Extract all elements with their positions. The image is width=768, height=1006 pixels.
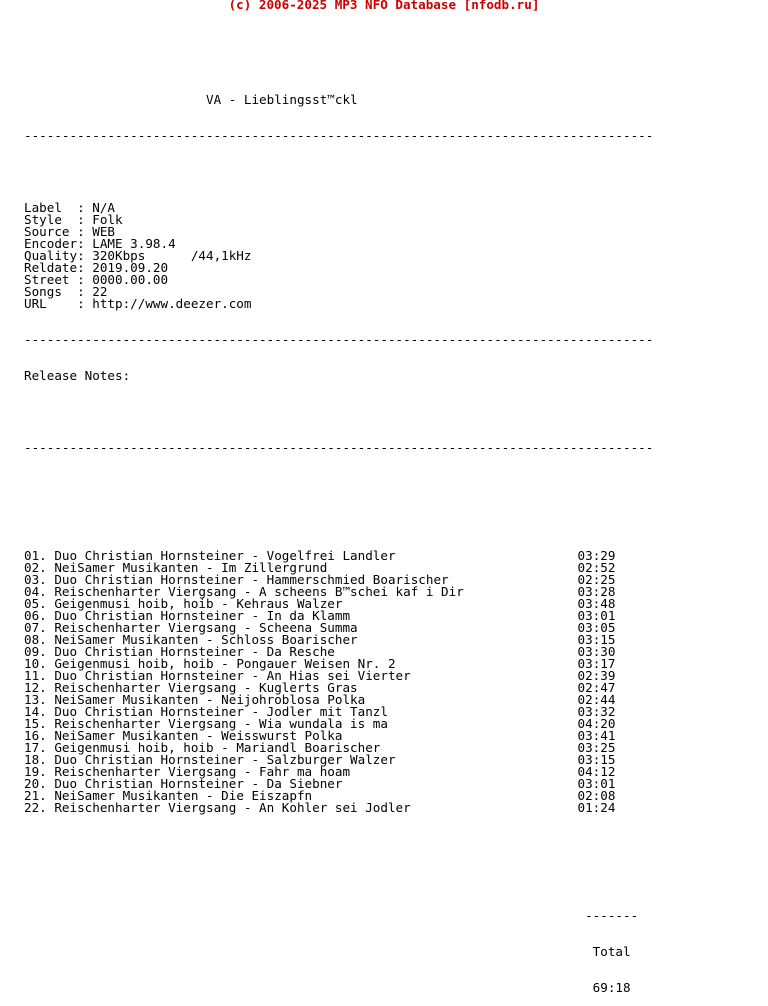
blank-line	[24, 58, 653, 70]
track-duration: 02:52	[577, 560, 616, 575]
nfo-document	[24, 34, 653, 1006]
track-duration: 02:25	[577, 572, 616, 587]
info-separator: :	[77, 272, 93, 287]
track-title: Duo Christian Hornsteiner - Salzburger Walzer	[54, 752, 396, 767]
track-duration: 03:32	[577, 704, 616, 719]
info-label: Street	[24, 272, 78, 287]
track-number: 17.	[24, 740, 47, 755]
track-number: 06.	[24, 608, 47, 623]
blank-line	[24, 874, 653, 886]
info-label: Quality	[24, 248, 78, 263]
site-credit-banner: (c) 2006-2025 MP3 NFO Database [nfodb.ru]	[228, 0, 540, 12]
info-row	[24, 214, 653, 226]
track-title: Reischenharter Viergsang - Wia wundala is ma	[54, 716, 388, 731]
track-duration: 03:29	[577, 548, 616, 563]
info-separator: :	[77, 248, 93, 263]
track-duration: 03:17	[577, 656, 616, 671]
info-row	[24, 274, 653, 286]
track-title: Duo Christian Hornsteiner - Vogelfrei Landler	[54, 548, 396, 563]
track-list	[24, 550, 653, 814]
track-number: 03.	[24, 572, 47, 587]
track-title: Reischenharter Viergsang - Fahr ma hoam	[54, 764, 351, 779]
info-label: Songs	[24, 284, 78, 299]
track-number: 16.	[24, 728, 47, 743]
blank-line	[24, 406, 653, 418]
info-value: http://www.deezer.com	[92, 296, 252, 311]
track-number: 05.	[24, 596, 47, 611]
info-value: 22	[92, 284, 108, 299]
track-title: Reischenharter Viergsang - Scheena Summa	[54, 620, 358, 635]
track-number: 18.	[24, 752, 47, 767]
info-separator: :	[77, 260, 93, 275]
track-title: NeiSamer Musikanten - Weisswurst Polka	[54, 728, 343, 743]
separator-line: -----------------------------------------------------------------------------------	[24, 130, 654, 142]
release-notes-label: Release Notes:	[24, 368, 131, 383]
track-number: 07.	[24, 620, 47, 635]
info-label: URL	[24, 296, 78, 311]
info-separator: :	[77, 296, 93, 311]
track-duration: 02:08	[577, 788, 616, 803]
separator-line: -----------------------------------------------------------------------------------	[24, 442, 654, 454]
release-title	[24, 94, 653, 106]
track-gap	[47, 800, 55, 815]
blank-line	[24, 478, 653, 490]
info-label: Source	[24, 224, 78, 239]
track-number: 01.	[24, 548, 47, 563]
info-row	[24, 298, 653, 310]
track-title: Geigenmusi hoib, hoib - Pongauer Weisen Nr. 2	[54, 656, 396, 671]
title-indent	[24, 92, 206, 107]
track-number: 20.	[24, 776, 47, 791]
total-time: 69:18	[592, 980, 631, 995]
release-info-block	[24, 202, 653, 310]
track-title: Duo Christian Hornsteiner - An Hias sei Vierter	[54, 668, 411, 683]
info-value: N/A	[92, 200, 115, 215]
track-number: 09.	[24, 644, 47, 659]
track-title: Duo Christian Hornsteiner - Hammerschmied Boarischer	[54, 572, 449, 587]
track-pad	[411, 800, 578, 815]
track-title: Reischenharter Viergsang - Kuglerts Gras	[54, 680, 358, 695]
track-number: 10.	[24, 656, 47, 671]
track-duration: 03:01	[577, 608, 616, 623]
track-title: Duo Christian Hornsteiner - Da Resche	[54, 644, 335, 659]
track-number: 11.	[24, 668, 47, 683]
track-title: NeiSamer Musikanten - Die Eiszapfn	[54, 788, 313, 803]
track-number: 22.	[24, 800, 47, 815]
info-label: Reldate	[24, 260, 78, 275]
track-duration: 04:20	[577, 716, 616, 731]
track-duration: 02:47	[577, 680, 616, 695]
total-label: Total	[592, 944, 631, 959]
info-value: 2019.09.20	[92, 260, 169, 275]
info-label: Label	[24, 200, 78, 215]
info-separator: :	[77, 212, 93, 227]
total-label-line	[24, 946, 653, 958]
track-duration: 02:39	[577, 668, 616, 683]
total-pad	[24, 944, 593, 959]
track-title: Geigenmusi hoib, hoib - Mariandl Boarischer	[54, 740, 381, 755]
info-value: Folk	[92, 212, 123, 227]
track-title: Duo Christian Hornsteiner - Jodler mit Tanzl	[54, 704, 388, 719]
info-value: LAME 3.98.4	[92, 236, 176, 251]
track-number: 02.	[24, 560, 47, 575]
info-label: Encoder	[24, 236, 78, 251]
track-number: 13.	[24, 692, 47, 707]
track-number: 19.	[24, 764, 47, 779]
track-duration: 01:24	[577, 800, 616, 815]
blank-line	[24, 166, 653, 178]
blank-line	[24, 514, 653, 526]
release-title-text: VA - Lieblingsst™ckl	[205, 92, 358, 107]
track-duration: 03:25	[577, 740, 616, 755]
track-title: NeiSamer Musikanten - Im Zillergrund	[54, 560, 328, 575]
track-row	[24, 802, 653, 814]
blank-line	[24, 838, 653, 850]
track-title: Reischenharter Viergsang - An Kohler sei Jodler	[54, 800, 411, 815]
info-separator: :	[77, 236, 93, 251]
track-number: 08.	[24, 632, 47, 647]
total-rule	[24, 910, 653, 922]
track-number: 14.	[24, 704, 47, 719]
track-number: 21.	[24, 788, 47, 803]
track-duration: 03:48	[577, 596, 616, 611]
track-title: Duo Christian Hornsteiner - In da Klamm	[54, 608, 351, 623]
track-title: NeiSamer Musikanten - Neijohroblosa Polka	[54, 692, 366, 707]
info-value: 0000.00.00	[92, 272, 169, 287]
track-duration: 02:44	[577, 692, 616, 707]
track-title: NeiSamer Musikanten - Schloss Boarischer	[54, 632, 358, 647]
info-value: 320Kbps /44,1kHz	[92, 248, 252, 263]
info-value: WEB	[92, 224, 115, 239]
info-separator: :	[77, 284, 93, 299]
track-duration: 03:28	[577, 584, 616, 599]
track-number: 04.	[24, 584, 47, 599]
separator-line: -----------------------------------------------------------------------------------	[24, 334, 654, 346]
total-pad	[24, 908, 585, 923]
track-number: 15.	[24, 716, 47, 731]
info-separator: :	[77, 224, 93, 239]
track-duration: 03:15	[577, 752, 616, 767]
track-title: Geigenmusi hoib, hoib - Kehraus Walzer	[54, 596, 343, 611]
track-duration: 03:05	[577, 620, 616, 635]
track-duration: 03:41	[577, 728, 616, 743]
total-time-line	[24, 982, 653, 994]
info-label: Style	[24, 212, 78, 227]
track-number: 12.	[24, 680, 47, 695]
info-separator: :	[77, 200, 93, 215]
track-duration: 03:01	[577, 776, 616, 791]
total-rule-text: -------	[585, 908, 639, 923]
track-duration: 03:15	[577, 632, 616, 647]
track-duration: 03:30	[577, 644, 616, 659]
track-title: Duo Christian Hornsteiner - Da Siebner	[54, 776, 343, 791]
total-pad	[24, 980, 593, 995]
track-title: Reischenharter Viergsang - A scheens B™schei kaf i Dir	[54, 584, 464, 599]
track-duration: 04:12	[577, 764, 616, 779]
